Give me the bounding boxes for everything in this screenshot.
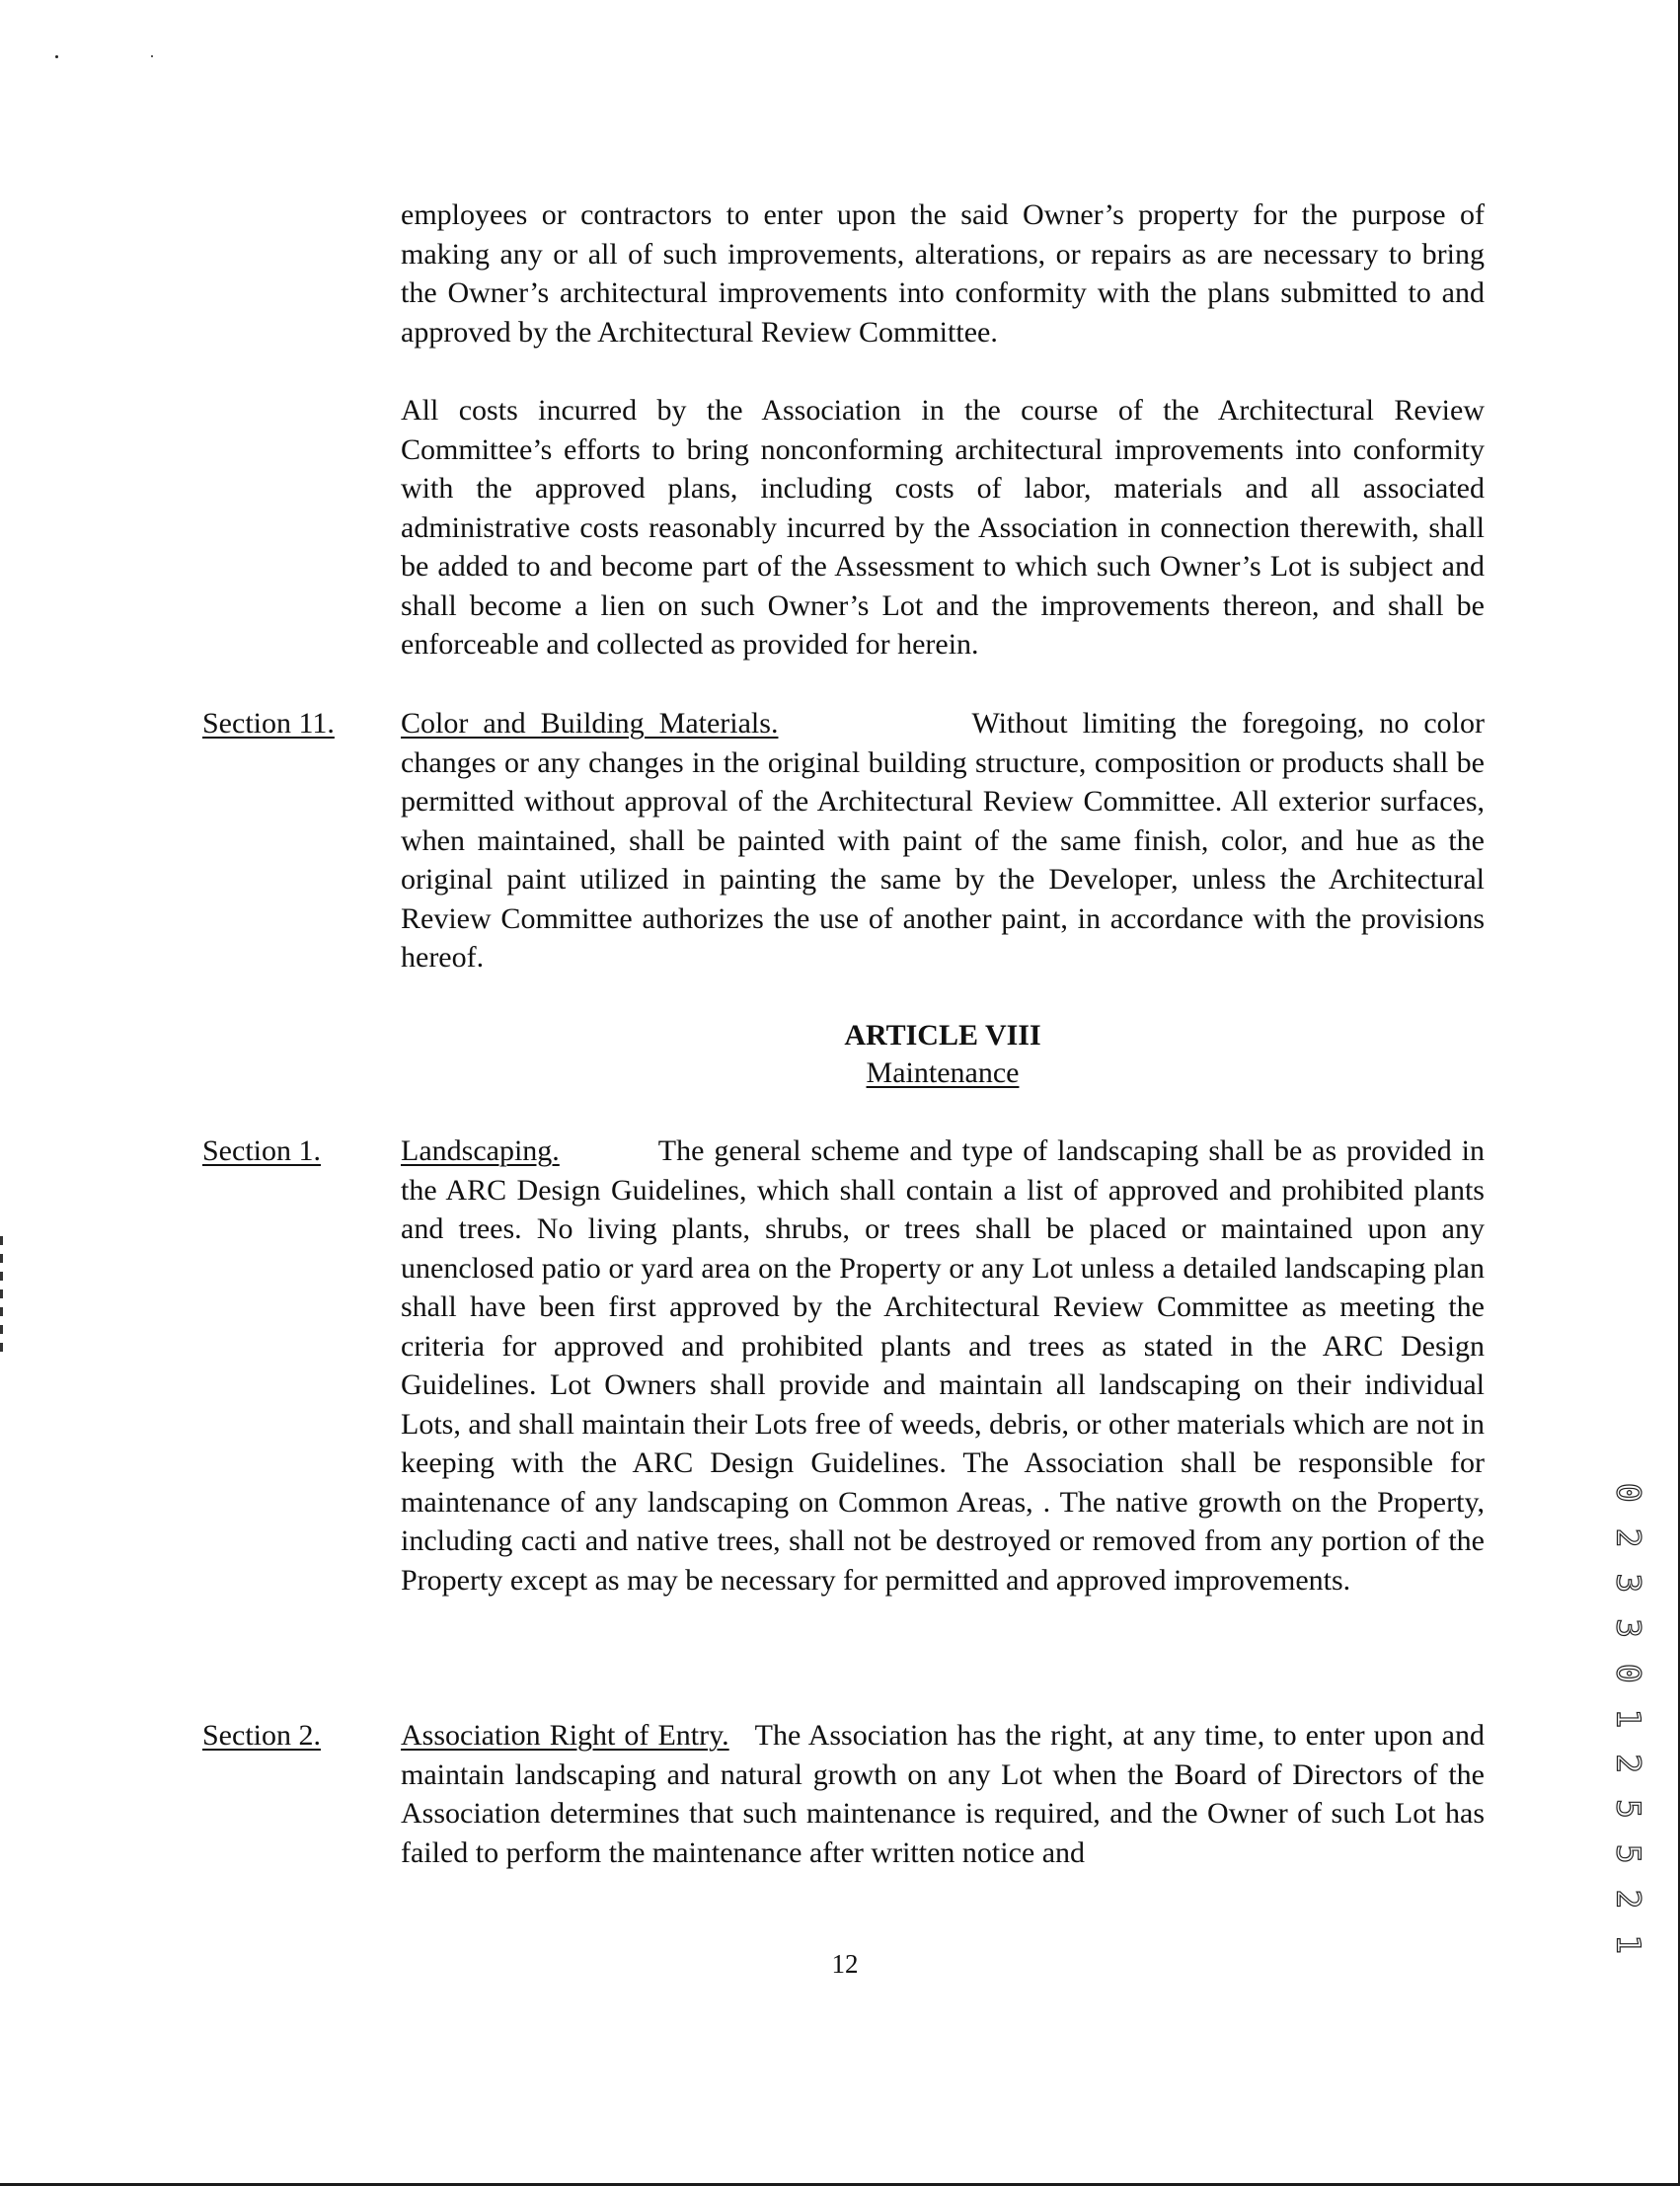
section-2-heading: Association Right of Entry. xyxy=(401,1719,729,1752)
recording-stamp-text: 0 2 3 3 0 1 2 5 5 2 1 xyxy=(1609,1482,1648,1958)
binding-mark xyxy=(0,1289,3,1298)
article-title: ARTICLE VIII xyxy=(844,1019,1041,1052)
costs-paragraph: All costs incurred by the Association in the course of the Architectural Review Committee’s efforts to bring nonconforming architectural improvements into conformity with the approved plans, including costs of labor, materials and all associated administrative costs reasonably incurred by the Association in connection therewith, shall be added to and become part of the Assessment to which such Owner’s Lot is subject and shall become a lien on such Owner’s Lot and the improvements thereon, and shall be enforceable and collected as provided for herein. xyxy=(401,394,1485,661)
binding-mark xyxy=(0,1254,3,1263)
page-number: 12 xyxy=(831,1949,859,1979)
recording-stamp xyxy=(1607,1482,1650,1958)
binding-mark xyxy=(0,1272,3,1281)
binding-mark xyxy=(0,1325,3,1334)
section-2-body: The Association has the right, at any time, to enter upon and maintain landscaping and natural growth on any Lot when the Board of Directors of the Association determines that such maintenance is required, and the Owner of such Lot has failed to perform the maintenance after written notice and xyxy=(401,1719,1485,1869)
section-1-heading: Landscaping. xyxy=(401,1134,560,1167)
section-2-text xyxy=(401,1716,1485,1872)
section-2-label: Section 2. xyxy=(202,1719,321,1752)
section-1-text xyxy=(401,1132,1485,1600)
section-1-label: Section 1. xyxy=(202,1134,321,1167)
section-1-body: The general scheme and type of landscaping shall be as provided in the ARC Design Guidelines, which shall contain a list of approved and prohibited plants and trees. No living plants, shrubs, or trees shall be placed or maintained upon any unenclosed patio or yard area on the Property or any Lot unless a detailed landscaping plan shall have been first approved by the Architectural Review Committee as meeting the criteria for approved and prohibited plants and trees as stated in the ARC Design Guidelines. Lot Owners shall provide and maintain all landscaping on their individual Lots, and shall maintain their Lots free of weeds, debris, or other materials which are not in keeping with the ARC Design Guidelines. The Association shall be responsible for maintenance of any landscaping on Common Areas, . The native growth on the Property, including cacti and native trees, shall not be destroyed or removed from any portion of the Property except as may be necessary for permitted and approved improvements. xyxy=(401,1134,1485,1597)
scan-speck xyxy=(151,55,153,57)
binding-mark xyxy=(0,1236,3,1245)
binding-mark xyxy=(0,1307,3,1316)
section-11-label: Section 11. xyxy=(202,707,335,740)
section-11-heading: Color and Building Materials. xyxy=(401,707,779,740)
article-subtitle: Maintenance xyxy=(866,1056,1020,1089)
section-11-body: Without limiting the foregoing, no color changes or any changes in the original building structure, composition or products shall be permitted without approval of the Architectural Review Committee. All exterior surfaces, when maintained, shall be painted with paint of the same finish, color, and hue as the original paint utilized in painting the same by the Developer, unless the Architectural Review Committee authorizes the use of another paint, in accordance with the provisions hereof. xyxy=(401,707,1485,974)
section-11-text xyxy=(401,704,1485,977)
continuation-paragraph: employees or contractors to enter upon the said Owner’s property for the purpose of making any or all of such improvements, alterations, or repairs as are necessary to bring the Owner’s architectural improvements into conformity with the plans submitted to and approved by the Architectural Review Committee. xyxy=(401,198,1485,349)
scan-speck xyxy=(55,55,58,58)
binding-mark xyxy=(0,1343,3,1352)
